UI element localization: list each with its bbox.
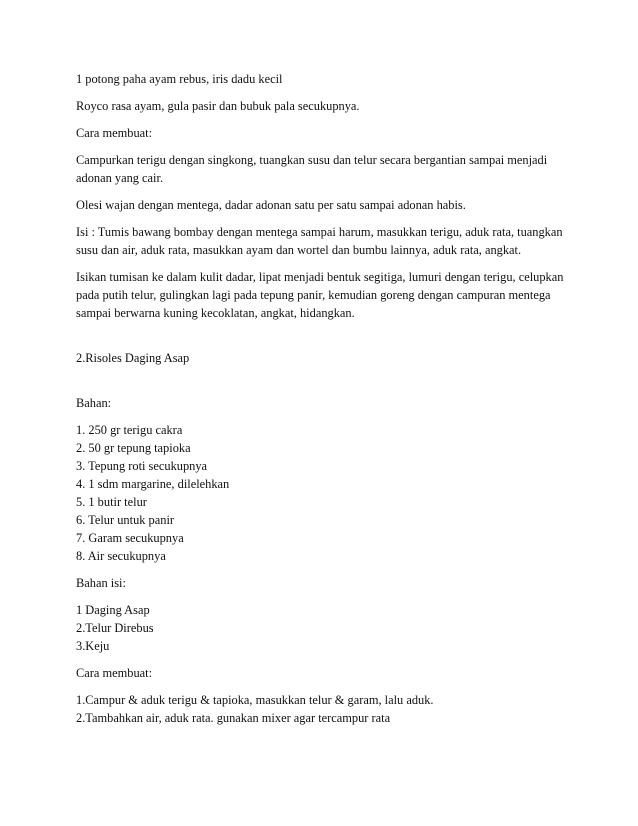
cara-label: Cara membuat: (76, 666, 153, 680)
list-item: 8. Air secukupnya (76, 549, 166, 563)
list-item: 4. 1 sdm margarine, dilelehkan (76, 477, 230, 491)
method-step-crepe: Olesi wajan dengan mentega, dadar adonan satu per satu sampai adonan habis. (76, 198, 466, 212)
method-step-filling: Isi : Tumis bawang bombay dengan mentega sampai harum, masukkan terigu, aduk rata, tuangkan susu dan air, aduk rata, masukkan ayam dan wortel dan bumbu lainnya, aduk rata, angkat. (76, 225, 563, 257)
method-heading: Cara membuat: (76, 126, 153, 140)
list-item: 6. Telur untuk panir (76, 513, 175, 527)
ingredient-line-chicken: 1 potong paha ayam rebus, iris dadu kecil (76, 72, 283, 86)
cara-list (76, 691, 576, 727)
list-item: 3. Tepung roti secukupnya (76, 459, 208, 473)
bahan-isi-list (76, 601, 576, 655)
method-step-batter: Campurkan terigu dengan singkong, tuangkan susu dan telur secara bergantian sampai menjadi adonan yang cair. (76, 153, 548, 185)
ingredient-line-seasoning: Royco rasa ayam, gula pasir dan bubuk pala secukupnya. (76, 99, 360, 113)
document-body (76, 70, 576, 736)
list-item: 1.Campur & aduk terigu & tapioka, masukkan telur & garam, lalu aduk. (76, 693, 434, 707)
list-item: 7. Garam secukupnya (76, 531, 184, 545)
list-item: 1 Daging Asap (76, 603, 150, 617)
method-step-assemble: Isikan tumisan ke dalam kulit dadar, lipat menjadi bentuk segitiga, lumuri dengan terigu, celupkan pada putih telur, gulingkan lagi pada tepung panir, kemudian goreng dengan campuran mentega sampai berwarna kuning kecoklatan, angkat, hidangkan. (76, 270, 564, 320)
bahan-list (76, 421, 576, 565)
recipe-title: 2.Risoles Daging Asap (76, 351, 190, 365)
list-item: 2.Telur Direbus (76, 621, 154, 635)
bahan-label: Bahan: (76, 396, 112, 410)
bahan-isi-label: Bahan isi: (76, 576, 126, 590)
list-item: 2.Tambahkan air, aduk rata. gunakan mixer agar tercampur rata (76, 711, 391, 725)
list-item: 1. 250 gr terigu cakra (76, 423, 183, 437)
list-item: 5. 1 butir telur (76, 495, 147, 509)
list-item: 2. 50 gr tepung tapioka (76, 441, 191, 455)
section-spacer (76, 376, 576, 394)
section-spacer (76, 331, 576, 349)
list-item: 3.Keju (76, 639, 110, 653)
